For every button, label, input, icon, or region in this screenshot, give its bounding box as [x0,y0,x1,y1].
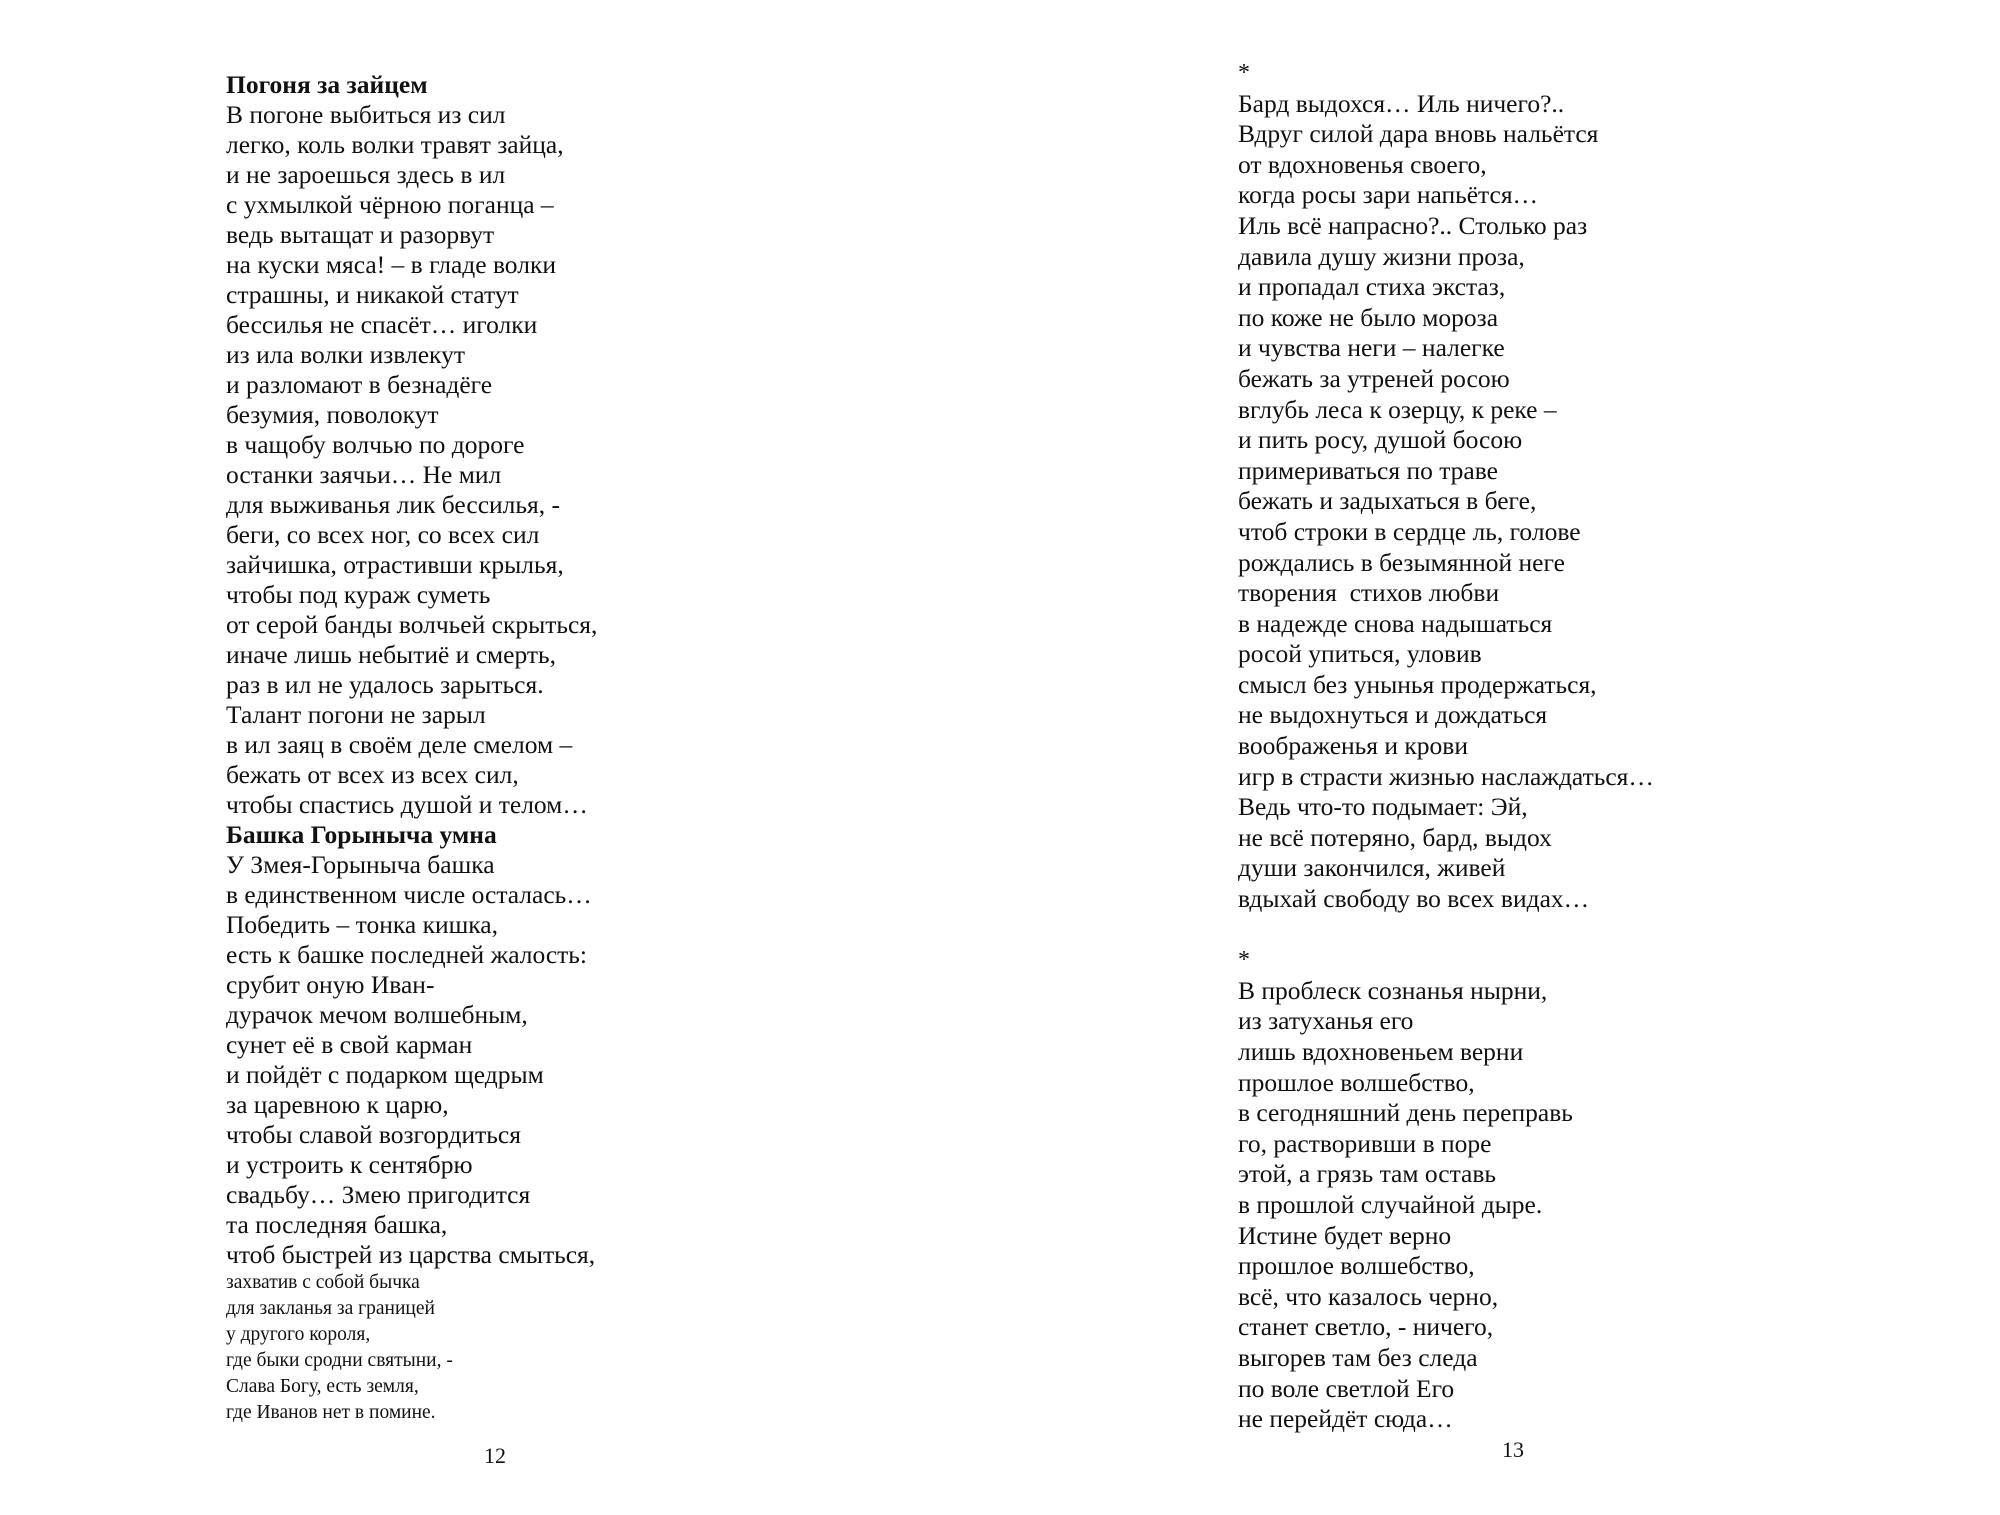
poem-line: всё, что казалось черно, [1238,1281,1499,1311]
poem-line: вглубь леса к озерцу, к реке – [1238,394,1557,424]
poem-line: и разломают в безнадёге [226,370,493,399]
poem-line: в сегодняшний день переправь [1238,1098,1573,1128]
poem-line: сунет её в свой карман [226,1030,473,1059]
poem-line: раз в ил не удалось зарыться. [226,670,544,699]
poem-line: где Иванов нет в помине. [226,1402,436,1423]
poem-line: легко, коль волки травят зайца, [226,130,564,159]
poem-line: В проблеск сознанья нырни, [1238,975,1548,1005]
poem-line: где быки сродни святыни, - [226,1350,453,1371]
poem-line: свадьбу… Змею пригодится [226,1180,531,1209]
poem-line: для выживанья лик бессилья, - [226,490,560,519]
poem-line: когда росы зари напьётся… [1238,180,1539,210]
poem-line: за царевною к царю, [226,1090,449,1119]
section-asterisk: * [1238,947,1250,974]
poem-line: в надежде снова надышаться [1238,608,1553,638]
poem-line: росой упиться, уловив [1238,639,1482,669]
poem-line: от вдохновенья своего, [1238,149,1487,179]
poem-line: этой, а грязь там оставь [1238,1159,1497,1189]
poem-line: не перейдёт сюда… [1238,1404,1453,1434]
poem-line: бежать и задыхаться в беге, [1238,486,1537,516]
poem-line: выгорев там без следа [1238,1342,1478,1372]
poem-title: Башка Горыныча умна [226,820,497,849]
right-page-poems [1238,58,1958,1435]
poem-line: захватив с собой бычка [226,1272,420,1293]
poem-line: лишь вдохновеньем верни [1238,1037,1524,1066]
poem-line: ведь вытащат и разорвут [226,220,495,249]
page-number-left: 12 [484,1443,506,1468]
poem-line: в прошлой случайной дыре. [1238,1189,1543,1219]
poem-line: из ила волки извлекут [226,340,465,369]
poem-line: Истине будет верно [1238,1220,1452,1250]
poem-line: и чувства неги – налегке [1238,333,1505,363]
poem-line: безумия, поволокут [226,400,439,429]
poem-line: чтобы под кураж суметь [226,580,491,609]
poem-line: беги, со всех ног, со всех сил [226,520,540,549]
page-number-right: 13 [1502,1437,1524,1462]
poem-line: по коже не было мороза [1238,302,1499,332]
poem-line: У Змея-Горыныча башка [226,850,495,879]
poem-line: и пойдёт с подарком щедрым [226,1060,544,1089]
poem-line: у другого короля, [226,1324,371,1345]
poem-line: от серой банды волчьей скрыться, [226,610,598,639]
poem-line: и пропадал стиха экстаз, [1238,272,1506,302]
poem-line: бежать от всех из всех сил, [226,760,519,789]
poem-line: чтобы славой возгордиться [226,1120,521,1149]
poem-line: срубит оную Иван- [226,970,435,999]
poem-line: Победить – тонка кишка, [226,910,498,939]
poem-line: и устроить к сентябрю [226,1150,473,1179]
poem-line: не выдохнуться и дождаться [1238,700,1548,730]
poem-line: дурачок мечом волшебным, [226,1000,528,1029]
poem-line: Ведь что-то подымает: Эй, [1238,792,1528,822]
poem-line: вдыхай свободу во всех видах… [1238,884,1590,914]
poem-line: Слава Богу, есть земля, [226,1376,419,1397]
poem-line: го, растворивши в поре [1238,1128,1492,1158]
poem-line: воображенья и крови [1238,731,1468,761]
poem-line: для закланья за границей [226,1298,435,1319]
poem-line: зайчишка, отрастивши крылья, [226,550,564,579]
poem-line: Вдруг силой дара вновь нальётся [1238,119,1599,149]
poem-line: в ил заяц в своём деле смелом – [226,730,573,759]
poem-line: останки заячьи… Не мил [226,460,502,489]
poem-line: примериваться по траве [1238,455,1498,485]
poem-line: В погоне выбиться из сил [226,100,506,129]
poem-line: Иль всё напрасно?.. Столько раз [1238,210,1588,240]
poem-line: чтобы спастись душой и телом… [226,790,588,819]
poem-line: в единственном числе осталась… [226,880,592,909]
poem-line: души закончился, живей [1238,853,1506,883]
poem-line: чтоб строки в сердце ль, голове [1238,516,1581,546]
poem-line: прошлое волшебство, [1238,1251,1475,1281]
poem-line: Бард выдохся… Иль ничего?.. [1238,88,1565,118]
poem-title: Погоня за зайцем [226,70,428,99]
poem-line: страшны, и никакой статут [226,280,519,309]
section-asterisk: * [1238,60,1250,86]
poem-line: творения стихов любви [1238,578,1500,608]
poem-line: бежать за утреней росою [1238,363,1510,393]
poem-line: смысл без унынья продержаться, [1238,669,1597,699]
poem-line: чтоб быстрей из царства смыться, [226,1240,596,1269]
right-page [1000,0,2000,1515]
poem-line: не всё потеряно, бард, выдох [1238,822,1552,852]
stanza-break [1238,915,1958,946]
poem-line: из затуханья его [1238,1006,1414,1036]
poem-line: давила душу жизни проза, [1238,241,1525,271]
poem-line: по воле светлой Его [1238,1373,1455,1403]
poem-line: та последняя башка, [226,1210,448,1239]
poem-line: есть к башке последней жалость: [226,940,588,969]
poem-line: игр в страсти жизнью наслаждаться… [1238,761,1654,791]
poem-line: на куски мяса! – в гладе волки [226,250,556,279]
poem-line: и не зароешься здесь в ил [226,160,506,189]
poem-line: бессилья не спасёт… иголки [226,310,538,339]
poem-line: станет светло, - ничего, [1238,1312,1494,1342]
poem-line: рождались в безымянной неге [1238,547,1565,577]
poem-line: иначе лишь небытиё и смерть, [226,640,557,669]
poem-line: с ухмылкой чёрною поганца – [226,190,554,219]
poem-line: в чащобу волчью по дороге [226,430,525,459]
poem-line: прошлое волшебство, [1238,1067,1475,1097]
poem-line: и пить росу, душой босою [1238,425,1523,455]
left-page-poems [226,70,926,1426]
poem-line: Талант погони не зарыл [226,700,486,729]
